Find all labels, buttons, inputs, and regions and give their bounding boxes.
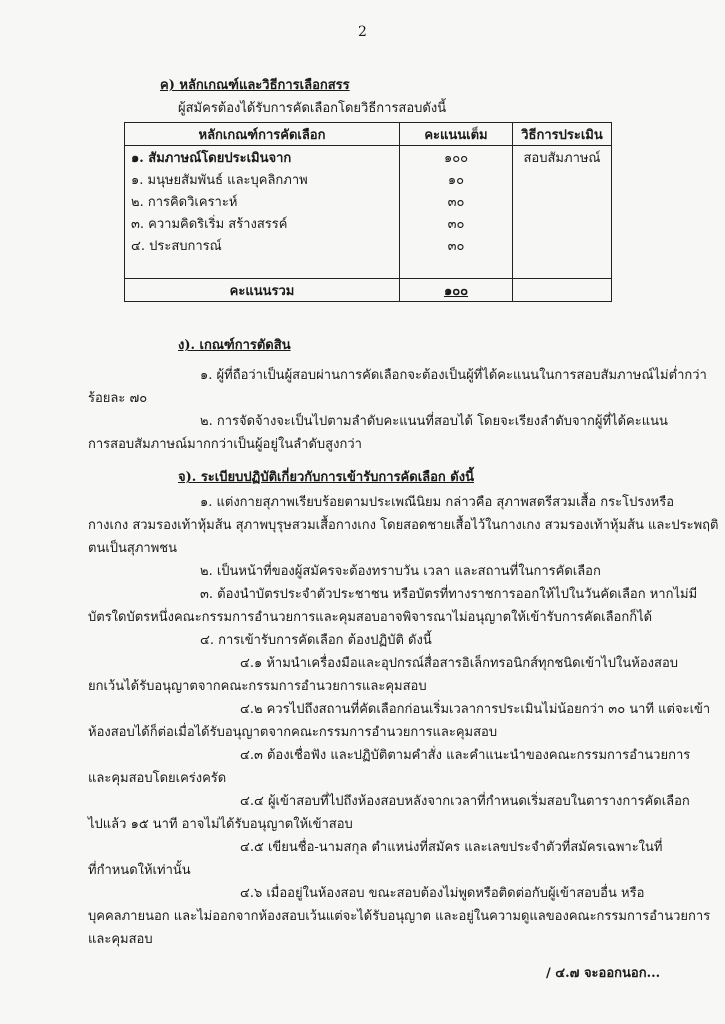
spacer-cell [125,256,400,279]
sub-score: ๓๐ [400,234,513,256]
ng-p1-line1: ๑. ผู้ที่ถือว่าเป็นผู้สอบผ่านการคัดเลือกจะต้องเป็นผู้ที่ได้คะแนนในการสอบสัมภาษณ์ไม่ต่ำกว่า [200,368,707,383]
total-label: คะแนนรวม [125,279,400,302]
empty-cell [513,234,612,256]
ch-line: ไปแล้ว ๑๕ นาที อาจไม่ได้รับอนุญาตให้เข้าสอบ [88,817,353,832]
table-total-row [125,279,612,302]
section-ch-heading [178,466,474,487]
ch-line: ๔.๔ ผู้เข้าสอบที่ไปถึงห้องสอบหลังจากเวลาที่กำหนดเริ่มสอบในตารางการคัดเลือก [240,794,690,809]
ch-line: และคุมสอบ [88,932,153,947]
header-criterion: หลักเกณฑ์การคัดเลือก [125,123,400,146]
sub-score: ๓๐ [400,190,513,212]
ch-line: ตนเป็นสุภาพชน [88,541,177,556]
table-header-row [125,123,612,146]
ch-line: ที่กำหนดให้เท่านั้น [88,863,191,878]
main-method: สอบสัมภาษณ์ [513,146,612,169]
section-ng-heading-text: ง). เกณฑ์การตัดสิน [178,338,291,353]
continuation-note: / ๔.๗ จะออกนอก... [546,966,661,981]
sub-criterion: ๔. ประสบการณ์ [125,234,400,256]
ch-line: ๓. ต้องนำบัตรประจำตัวประชาชน หรือบัตรที่ทางราชการออกให้ไปในวันคัดเลือก หากไม่มี [200,587,698,602]
main-score: ๑๐๐ [400,146,513,169]
ng-p2-line1: ๒. การจัดจ้างจะเป็นไปตามลำดับคะแนนที่สอบได้ โดยจะเรียงลำดับจากผู้ที่ได้คะแนน [200,414,668,429]
sub-score: ๓๐ [400,212,513,234]
empty-cell [513,168,612,190]
total-score [400,279,513,302]
section-k-heading [160,74,350,95]
page-number: 2 [358,24,367,40]
ch-line: ห้องสอบได้ก็ต่อเมื่อได้รับอนุญาตจากคณะกรรมการอำนวยการและคุมสอบ [88,725,498,740]
ng-p1-line2: ร้อยละ ๗๐ [88,391,148,406]
ch-line: ๔.๓ ต้องเชื่อฟัง และปฏิบัติตามคำสั่ง และคำแนะนำของคณะกรรมการอำนวยการ [240,748,691,763]
ch-line: กางเกง สวมรองเท้าหุ้มส้น สุภาพบุรุษสวมเสื้อกางเกง โดยสอดชายเสื้อไว้ในกางเกง สวมรองเท้าหุ้มส้น และประพฤติ [88,518,719,533]
sub-score: ๑๐ [400,168,513,190]
section-ch-heading-text: จ). ระเบียบปฏิบัติเกี่ยวกับการเข้ารับการคัดเลือก ดังนี้ [178,470,474,485]
spacer-cell [513,256,612,279]
total-score-value: ๑๐๐ [443,283,469,299]
header-score: คะแนนเต็ม [400,123,513,146]
ch-line: ๔.๒ ควรไปถึงสถานที่คัดเลือกก่อนเริ่มเวลาการประเมินไม่น้อยกว่า ๓๐ นาที แต่จะเข้า [240,702,711,717]
ch-line: ยกเว้นได้รับอนุญาตจากคณะกรรมการอำนวยการและคุมสอบ [88,679,427,694]
header-method: วิธีการประเมิน [513,123,612,146]
main-criterion: ๑. สัมภาษณ์โดยประเมินจาก [125,146,400,169]
ch-line: บุคคลภายนอก และไม่ออกจากห้องสอบเว้นแต่จะได้รับอนุญาต และอยู่ในความดูแลของคณะกรรมการอำนวยการ [88,909,711,924]
table-row [125,168,612,190]
empty-cell [513,212,612,234]
ch-line: ๔. การเข้ารับการคัดเลือก ต้องปฏิบัติ ดังนี้ [200,633,432,648]
criteria-table [124,122,612,302]
ng-p2-line2: การสอบสัมภาษณ์มากกว่าเป็นผู้อยู่ในลำดับสูงกว่า [88,437,362,452]
table-row [125,146,612,169]
section-ng-heading [178,334,291,355]
table-spacer-row [125,256,612,279]
ch-line: ๔.๑ ห้ามนำเครื่องมือและอุปกรณ์สื่อสารอิเล็กทรอนิกส์ทุกชนิดเข้าไปในห้องสอบ [240,656,679,671]
ch-line: บัตรใดบัตรหนึ่งคณะกรรมการอำนวยการและคุมสอบอาจพิจารณาไม่อนุญาตให้เข้ารับการคัดเลือกก็ได้ [88,610,653,625]
table-row [125,190,612,212]
empty-cell [513,279,612,302]
sub-criterion: ๓. ความคิดริเริ่ม สร้างสรรค์ [125,212,400,234]
empty-cell [513,190,612,212]
table-row [125,212,612,234]
ch-line: ๒. เป็นหน้าที่ของผู้สมัครจะต้องทราบวัน เวลา และสถานที่ในการคัดเลือก [200,564,601,579]
sub-criterion: ๒. การคิดวิเคราะห์ [125,190,400,212]
ch-line: และคุมสอบโดยเคร่งครัด [88,771,227,786]
ch-line: ๔.๖ เมื่ออยู่ในห้องสอบ ขณะสอบต้องไม่พูดหรือติดต่อกับผู้เข้าสอบอื่น หรือ [240,886,645,901]
ch-line: ๑. แต่งกายสุภาพเรียบร้อยตามประเพณีนิยม กล่าวคือ สุภาพสตรีสวมเสื้อ กระโปรงหรือ [200,495,675,510]
ch-line: ๔.๕ เขียนชื่อ-นามสกุล ตำแหน่งที่สมัคร และเลขประจำตัวที่สมัครเฉพาะในที่ [240,840,663,855]
section-k-intro: ผู้สมัครต้องได้รับการคัดเลือกโดยวิธีการสอบดังนี้ [178,101,447,116]
sub-criterion: ๑. มนุษยสัมพันธ์ และบุคลิกภาพ [125,168,400,190]
spacer-cell [400,256,513,279]
section-k-heading-text: ค) หลักเกณฑ์และวิธีการเลือกสรร [160,78,350,93]
table-row [125,234,612,256]
